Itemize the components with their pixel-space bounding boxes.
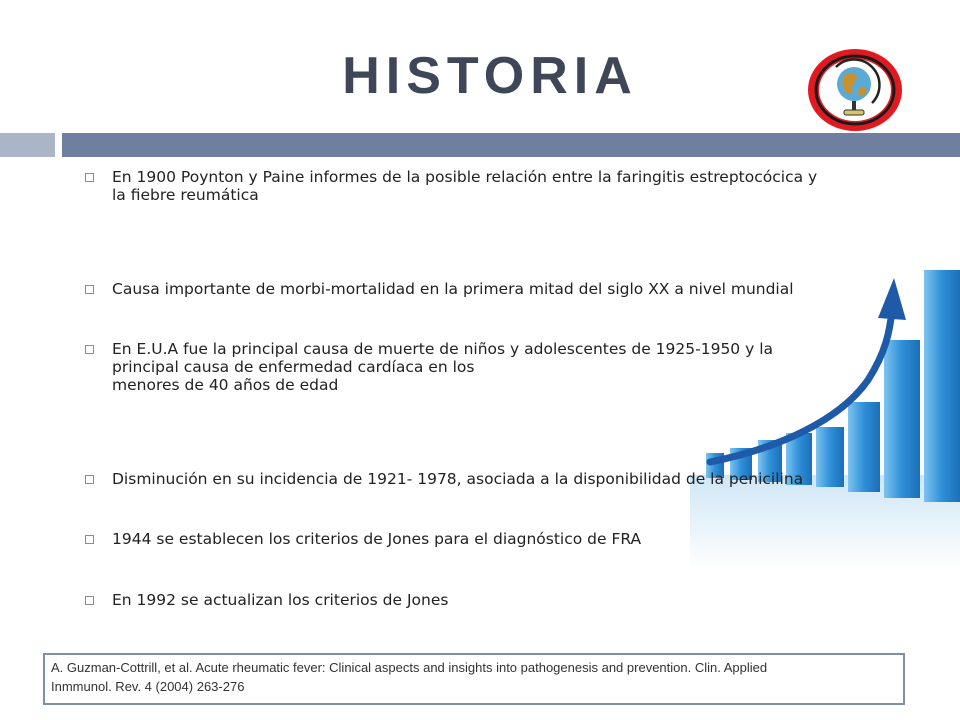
bullet-text: la fiebre reumática: [112, 186, 259, 204]
bullet-marker: [85, 535, 94, 544]
reference-text: A. Guzman-Cottrill, et al. Acute rheumatic fever: Clinical aspects and insights into pathogenesis and prevention. Clin. Applied: [51, 660, 768, 675]
bullet-marker: [85, 285, 94, 294]
bullet-text: Causa importante de morbi-mortalidad en la primera mitad del siglo XX a nivel mundial: [112, 280, 794, 298]
bullet-text: En E.U.A fue la principal causa de muerte de niños y adolescentes de 1925-1950 y la: [112, 340, 773, 358]
bullet-item-2: [85, 280, 794, 298]
bullet-text: principal causa de enfermedad cardíaca en los: [112, 358, 475, 376]
bullet-text: En 1900 Poynton y Paine informes de la posible relación entre la faringitis estreptocócica y: [112, 168, 818, 186]
header-band-left: [0, 133, 55, 157]
globe-icon: [806, 47, 904, 133]
bullet-text: En 1992 se actualizan los criterios de Jones: [112, 591, 449, 609]
bullet-item-3: [85, 340, 773, 394]
bullet-item-1: [85, 168, 817, 204]
bullet-item-5: [85, 530, 641, 548]
header-band-right: [62, 133, 960, 157]
bar-chart-growth-icon: [690, 270, 960, 570]
reference-text: Inmmunol. Rev. 4 (2004) 263-276: [51, 679, 245, 694]
slide-title: HISTORIA: [342, 47, 638, 105]
reference-box: [43, 653, 905, 705]
bullet-marker: [85, 173, 94, 182]
bullet-text: 1944 se establecen los criterios de Jones para el diagnóstico de FRA: [112, 530, 642, 548]
bullet-text: Disminución en su incidencia de 1921- 1978, asociada a la disponibilidad de la penicilina: [112, 470, 804, 488]
bullet-marker: [85, 345, 94, 354]
bullet-marker: [85, 475, 94, 484]
bullet-marker: [85, 596, 94, 605]
bullet-item-6: [85, 591, 448, 609]
bullet-item-4: [85, 470, 803, 488]
bullet-text: menores de 40 años de edad: [112, 376, 339, 394]
